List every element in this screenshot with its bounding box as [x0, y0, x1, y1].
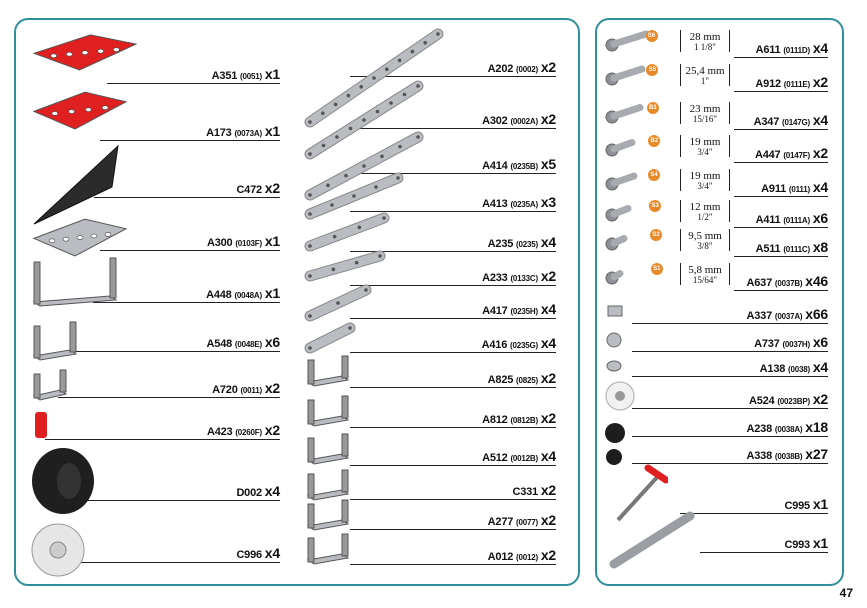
part-row: [350, 331, 556, 353]
part-code: A302: [482, 115, 508, 127]
part-quantity: x46: [805, 273, 828, 289]
part-label: [482, 194, 556, 210]
leader-line: [350, 352, 556, 353]
part-code: A737: [754, 338, 780, 350]
part-row: [65, 330, 280, 352]
part-label: [488, 234, 556, 250]
dimension-tick: [729, 169, 730, 191]
part-reference: (0048A): [234, 291, 262, 300]
dimension-tick: [680, 263, 681, 285]
part-code: A351: [211, 70, 238, 82]
part-code: C993: [784, 539, 810, 551]
part-code: A012: [487, 551, 514, 563]
leader-line: [734, 196, 828, 197]
part-row: [350, 406, 556, 428]
leader-line: [350, 285, 556, 286]
part-code: A416: [481, 339, 508, 351]
leader-line: [734, 162, 828, 163]
part-reference: (0235B): [510, 162, 538, 171]
part-quantity: x4: [540, 234, 556, 250]
part-reference: (0038B): [774, 452, 803, 461]
part-row: [350, 543, 556, 565]
part-code: A138: [759, 363, 786, 375]
part-code: A611: [755, 44, 781, 56]
triangle-plate-small-icon: [304, 498, 352, 532]
bolt-length: [682, 231, 728, 251]
part-row: [632, 330, 828, 352]
length-mm: 23 mm: [689, 103, 721, 115]
length-inch: 15/64": [692, 275, 718, 285]
part-row: [93, 281, 280, 303]
part-label: [784, 496, 828, 512]
part-row: [734, 235, 828, 257]
red-flanged-plate-icon: [30, 28, 140, 74]
part-reference: (0051): [240, 72, 262, 81]
part-label: [754, 112, 828, 128]
part-label: [756, 40, 828, 56]
part-code: A238: [746, 423, 772, 435]
part-row: [350, 478, 556, 500]
strip-2-hole-icon: [304, 322, 356, 354]
part-code: A413: [482, 198, 508, 210]
leader-line: [734, 290, 828, 291]
part-reference: (0111C): [783, 245, 810, 254]
part-reference: (0011): [240, 386, 262, 395]
part-row: [45, 418, 280, 440]
part-reference: (0077): [516, 518, 538, 527]
part-label: [761, 179, 828, 195]
bolt-size-badge: S5: [646, 64, 658, 76]
pulley-icon: [604, 380, 636, 412]
lock-nut-icon: [606, 332, 622, 348]
angle-bracket-icon: [30, 368, 70, 402]
strip-3-hole-icon: [304, 284, 372, 322]
part-label: [482, 156, 556, 172]
leader-line: [632, 376, 828, 377]
dimension-tick: [729, 102, 730, 124]
part-code: A511: [755, 243, 781, 255]
dimension-tick: [729, 64, 730, 86]
leader-line: [65, 351, 280, 352]
part-code: A414: [482, 160, 508, 172]
leader-line: [350, 465, 556, 466]
small-double-bracket-icon: [30, 320, 80, 362]
dimension-tick: [729, 229, 730, 251]
leader-line: [93, 302, 280, 303]
part-row: [734, 269, 828, 291]
part-label: [482, 410, 556, 426]
part-label: [488, 512, 556, 528]
part-quantity: x4: [540, 301, 556, 317]
part-label: [756, 210, 828, 226]
part-label: [206, 285, 280, 301]
part-code: A173: [206, 127, 232, 139]
part-reference: (0111E): [783, 80, 810, 89]
part-label: [482, 335, 556, 351]
part-code: A202: [487, 63, 514, 75]
part-code: A812: [482, 414, 508, 426]
part-quantity: x2: [540, 482, 556, 498]
dimension-tick: [680, 169, 681, 191]
dimension-tick: [729, 135, 730, 157]
part-reference: (0147G): [782, 118, 810, 127]
length-inch: 1 1/8": [694, 42, 716, 52]
part-reference: (0235A): [510, 200, 538, 209]
part-code: A548: [206, 338, 233, 350]
part-code: C472: [236, 184, 262, 196]
part-quantity: x1: [264, 285, 280, 301]
double-bracket-icon: [304, 394, 352, 428]
leader-line: [69, 562, 280, 563]
part-quantity: x4: [264, 483, 280, 499]
part-reference: (0048E): [234, 340, 262, 349]
part-reference: (0012B): [510, 454, 538, 463]
leader-line: [350, 427, 556, 428]
bolt-length: [682, 171, 728, 191]
part-label: [747, 419, 829, 435]
part-quantity: x1: [264, 123, 280, 139]
part-quantity: x2: [264, 422, 280, 438]
part-code: A338: [746, 450, 772, 462]
part-row: [680, 492, 828, 514]
part-row: [632, 302, 828, 324]
part-label: [754, 334, 828, 350]
part-quantity: x5: [540, 156, 556, 172]
leader-line: [350, 318, 556, 319]
part-code: A720: [212, 384, 238, 396]
dimension-tick: [680, 200, 681, 222]
dimension-tick: [680, 102, 681, 124]
part-label: [207, 233, 280, 249]
part-row: [734, 70, 828, 92]
part-code: A448: [206, 289, 232, 301]
part-code: A337: [746, 310, 772, 322]
part-reference: (0023BP): [777, 397, 810, 406]
part-label: [747, 306, 829, 322]
part-label: [236, 545, 280, 561]
part-row: [632, 387, 828, 409]
leader-line: [734, 91, 828, 92]
length-mm: 19 mm: [689, 170, 721, 182]
part-row: [700, 531, 828, 553]
bolt-length: [682, 32, 728, 52]
part-label: [512, 482, 556, 498]
part-label: [482, 301, 556, 317]
part-quantity: x18: [805, 419, 828, 435]
length-mm: 9,5 mm: [688, 230, 722, 242]
part-reference: (0235G): [510, 341, 538, 350]
bolt-length: [682, 104, 728, 124]
part-code: A524: [748, 395, 775, 407]
part-row: [632, 355, 828, 377]
part-row: [734, 36, 828, 58]
curved-strip-icon: [304, 250, 386, 282]
part-code: A233: [482, 272, 508, 284]
part-code: A825: [487, 374, 514, 386]
leader-line: [734, 227, 828, 228]
part-quantity: x4: [812, 359, 828, 375]
part-quantity: x2: [540, 512, 556, 528]
part-row: [734, 108, 828, 130]
part-quantity: x66: [805, 306, 828, 322]
part-quantity: x4: [812, 112, 828, 128]
part-row: [734, 206, 828, 228]
part-code: A447: [754, 149, 781, 161]
part-quantity: x2: [540, 59, 556, 75]
leader-line: [680, 513, 828, 514]
wheel-hub-icon: [30, 522, 86, 578]
leader-line: [350, 499, 556, 500]
part-label: [488, 547, 556, 563]
part-reference: (0235H): [510, 307, 538, 316]
red-curved-plate-icon: [30, 85, 130, 133]
part-row: [58, 376, 280, 398]
part-reference: (0002A): [510, 117, 538, 126]
leader-line: [76, 500, 280, 501]
double-angle-strip-icon: [30, 256, 120, 308]
length-inch: 3/4": [697, 181, 713, 191]
part-quantity: x1: [264, 66, 280, 82]
part-code: A912: [755, 78, 781, 90]
part-label: [482, 268, 556, 284]
part-label: [749, 391, 828, 407]
part-label: [212, 380, 280, 396]
part-reference: (0111A): [783, 216, 810, 225]
leader-line: [94, 197, 280, 198]
part-code: C331: [512, 486, 538, 498]
length-mm: 12 mm: [689, 201, 721, 213]
dimension-tick: [680, 135, 681, 157]
part-quantity: x6: [264, 334, 280, 350]
bolt-length: [682, 265, 728, 285]
part-quantity: x1: [812, 496, 828, 512]
part-reference: (0038A): [774, 425, 803, 434]
bolt-icon: [605, 227, 657, 255]
part-row: [734, 141, 828, 163]
length-inch: 3/8": [697, 241, 713, 251]
part-label: [206, 123, 280, 139]
leader-line: [734, 57, 828, 58]
part-reference: (0825): [516, 376, 538, 385]
part-row: [76, 479, 280, 501]
bolt-size-badge: S6: [646, 30, 658, 42]
part-label: [482, 111, 556, 127]
length-inch: 1": [700, 76, 710, 86]
part-quantity: x8: [812, 239, 828, 255]
part-code: A417: [482, 305, 508, 317]
length-inch: 3/4": [697, 147, 713, 157]
part-quantity: x2: [812, 74, 828, 90]
angle-piece-icon: [304, 468, 352, 502]
leader-line: [350, 387, 556, 388]
part-reference: (0103F): [235, 239, 262, 248]
part-label: [236, 180, 280, 196]
part-label: [212, 66, 280, 82]
part-quantity: x1: [812, 535, 828, 551]
leader-line: [45, 439, 280, 440]
leader-line: [700, 552, 828, 553]
part-quantity: x4: [812, 179, 828, 195]
dimension-tick: [680, 30, 681, 52]
part-label: [488, 370, 556, 386]
part-quantity: x2: [812, 145, 828, 161]
washer-icon: [606, 360, 622, 372]
part-code: C996: [236, 549, 262, 561]
crank-bracket-icon: [304, 354, 352, 388]
strip-4-hole-icon: [304, 212, 390, 252]
part-row: [350, 444, 556, 466]
part-code: D002: [236, 487, 262, 499]
part-reference: (0111D): [783, 46, 810, 55]
part-quantity: x27: [805, 446, 828, 462]
part-reference: (0012): [516, 553, 538, 562]
part-reference: (0147F): [783, 151, 810, 160]
bolt-size-badge: S1: [651, 263, 663, 275]
leader-line: [58, 397, 280, 398]
leader-line: [350, 564, 556, 565]
part-code: A423: [206, 426, 233, 438]
part-row: [350, 508, 556, 530]
part-code: A637: [746, 277, 772, 289]
red-coupling-icon: [30, 408, 52, 442]
bolt-size-badge: S4: [648, 169, 660, 181]
length-inch: 15/16": [692, 114, 718, 124]
part-row: [632, 415, 828, 437]
part-quantity: x2: [540, 111, 556, 127]
part-row: [350, 297, 556, 319]
part-reference: (0111): [788, 185, 810, 194]
bolt-size-badge: S2: [650, 229, 662, 241]
part-row: [632, 442, 828, 464]
dimension-tick: [680, 229, 681, 251]
part-quantity: x3: [540, 194, 556, 210]
part-reference: (0812B): [510, 416, 538, 425]
spacer-large-icon: [604, 422, 626, 444]
part-code: A512: [482, 452, 508, 464]
part-label: [755, 74, 828, 90]
part-quantity: x4: [264, 545, 280, 561]
leader-line: [632, 351, 828, 352]
leader-line: [632, 323, 828, 324]
bolt-length: [682, 202, 728, 222]
flat-bracket-icon: [304, 432, 352, 466]
part-label: [488, 59, 556, 75]
length-mm: 5,8 mm: [688, 264, 722, 276]
part-code: A277: [487, 516, 514, 528]
part-code: A300: [206, 237, 233, 249]
part-reference: (0235): [516, 240, 538, 249]
part-row: [734, 175, 828, 197]
part-row: [350, 366, 556, 388]
part-label: [482, 448, 556, 464]
part-label: [755, 145, 828, 161]
length-inch: 1/2": [697, 212, 713, 222]
leader-line: [632, 436, 828, 437]
leader-line: [350, 529, 556, 530]
part-reference: (0038): [788, 365, 810, 374]
dimension-tick: [729, 30, 730, 52]
part-reference: (0037B): [774, 279, 803, 288]
part-label: [207, 422, 280, 438]
length-mm: 28 mm: [689, 31, 721, 43]
part-reference: (0002): [516, 65, 538, 74]
bolt-length: [682, 66, 728, 86]
dimension-tick: [680, 64, 681, 86]
dimension-tick: [729, 200, 730, 222]
part-reference: (0133C): [510, 274, 538, 283]
length-mm: 19 mm: [689, 136, 721, 148]
bolt-size-badge: B3: [647, 102, 659, 114]
part-code: A411: [755, 214, 781, 226]
part-label: [236, 483, 280, 499]
leader-line: [734, 129, 828, 130]
part-quantity: x1: [264, 233, 280, 249]
part-quantity: x4: [540, 335, 556, 351]
part-label: [207, 334, 280, 350]
dimension-tick: [729, 263, 730, 285]
part-label: [760, 359, 828, 375]
square-nut-icon: [606, 304, 624, 318]
leader-line: [100, 140, 280, 141]
part-code: A235: [487, 238, 514, 250]
part-label: [747, 273, 829, 289]
part-label: [784, 535, 828, 551]
bolt-icon: [605, 261, 657, 289]
part-quantity: x2: [264, 380, 280, 396]
part-quantity: x4: [540, 448, 556, 464]
part-quantity: x2: [540, 268, 556, 284]
page-number: 47: [839, 586, 853, 600]
part-quantity: x6: [812, 334, 828, 350]
leader-line: [107, 83, 280, 84]
part-reference: (0037H): [782, 340, 810, 349]
part-row: [94, 176, 280, 198]
part-quantity: x2: [540, 410, 556, 426]
part-label: [747, 446, 829, 462]
length-mm: 25,4 mm: [685, 65, 725, 77]
part-quantity: x2: [264, 180, 280, 196]
bolt-size-badge: B2: [648, 135, 660, 147]
flexible-plate-icon: [30, 212, 130, 260]
spanner-icon: [606, 508, 698, 572]
part-quantity: x4: [812, 40, 828, 56]
part-code: C995: [784, 500, 810, 512]
leader-line: [734, 256, 828, 257]
part-quantity: x2: [812, 391, 828, 407]
leader-line: [632, 408, 828, 409]
tyre-icon: [30, 446, 96, 516]
single-bracket-icon: [304, 532, 352, 566]
part-label: [756, 239, 828, 255]
part-code: A911: [761, 183, 787, 195]
part-quantity: x2: [540, 370, 556, 386]
part-reference: (0260F): [235, 428, 262, 437]
part-reference: (0037A): [774, 312, 803, 321]
bolt-length: [682, 137, 728, 157]
part-code: A347: [753, 116, 780, 128]
part-quantity: x2: [540, 547, 556, 563]
part-quantity: x6: [812, 210, 828, 226]
bolt-size-badge: S3: [649, 200, 661, 212]
part-reference: (0073A): [234, 129, 262, 138]
part-row: [69, 541, 280, 563]
